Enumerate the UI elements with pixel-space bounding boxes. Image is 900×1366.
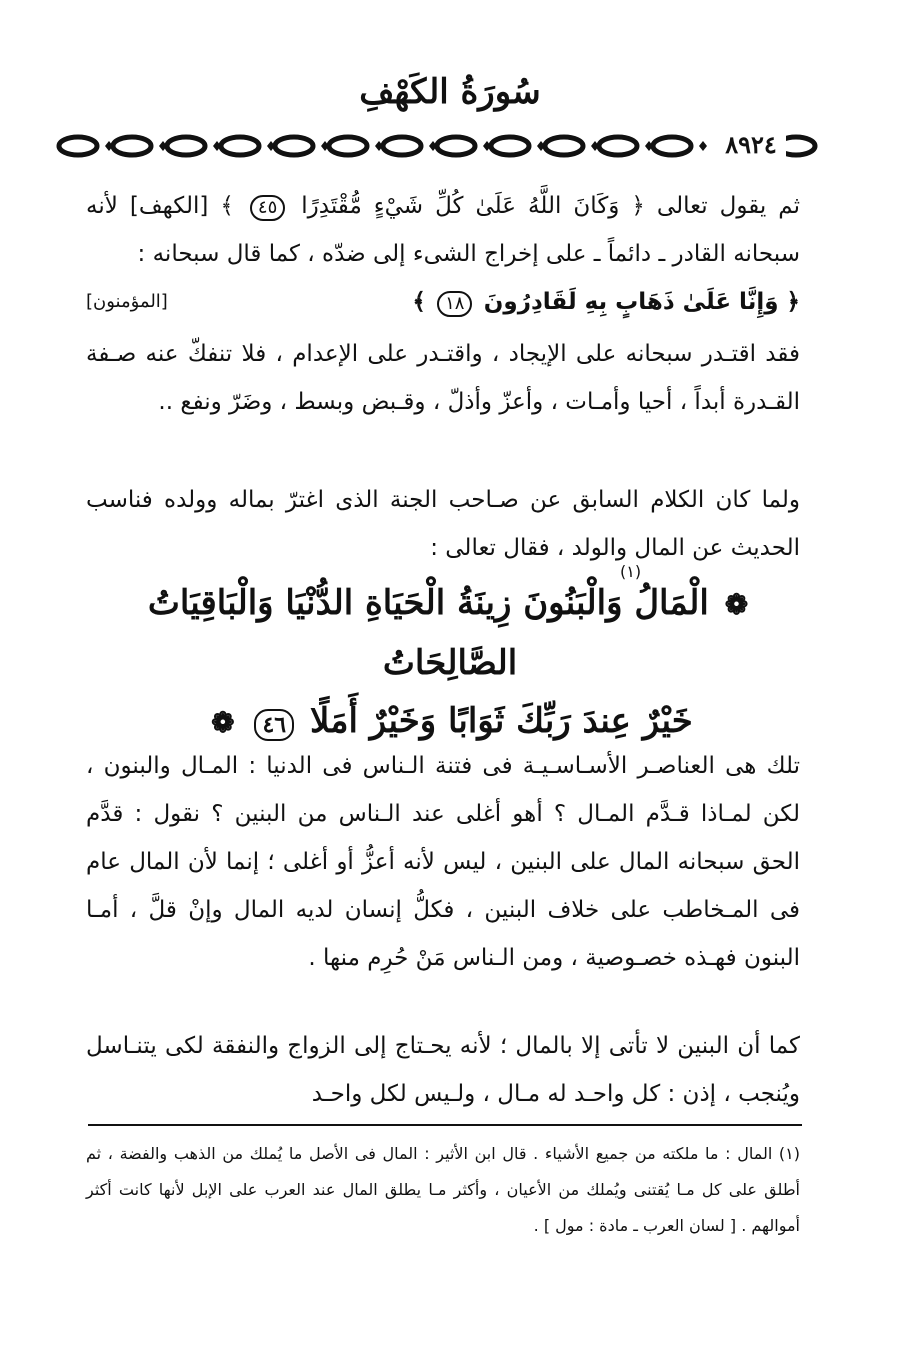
quran-verse-block <box>110 574 790 752</box>
paragraph-1-text: ثم يقول تعالى ﴿ وَكَانَ اللَّهُ عَلَىٰ كُلِّ شَيْءٍ مُّقْتَدِرًا <box>301 193 801 219</box>
surah-reference: [المؤمنون] <box>86 291 168 312</box>
footnote: (١) المال : ما ملكته من جميع الأشياء . قال ابن الأثير : المال فى الأصل ما يُملك من الذهب والفضة ، ثم أطلق على كل مـا يُقتنى ويُملك من الأعيان ، وأكثر مـا يطلق المال عند العرب على الإبل لأنها كانت أكثر أموالهم . [ لسان العرب ـ مادة : مول ] . <box>86 1144 800 1235</box>
footnote-marker: (١) <box>620 562 642 581</box>
footnote-divider <box>88 1124 802 1126</box>
paragraph-3: ولما كان الكلام السابق عن صـاحب الجنة الذى اغترّ بماله وولده فناسب الحديث عن المال والولد ، فقال تعالى : <box>86 487 800 561</box>
verse-ornament-icon: ❁ <box>211 706 235 739</box>
inline-verse: ﴿ وَإِنَّا عَلَىٰ ذَهَابٍ بِهِ لَقَادِرُونَ <box>483 289 800 315</box>
quran-verse-line-1-text: الْمَالُ وَالْبَنُونَ زِينَةُ الْحَيَاةِ الدُّنْيَا وَالْبَاقِيَاتُ الصَّالِحَاتُ <box>147 583 709 683</box>
quran-verse-line-1 <box>110 574 790 692</box>
ayah-number: ١٨ <box>437 291 472 317</box>
ornamental-border-chain <box>56 128 826 164</box>
surah-title: سُورَةُ الكَهْفِ <box>359 72 541 112</box>
quran-verse-line-2-text: خَيْرٌ عِندَ رَبِّكَ ثَوَابًا وَخَيْرٌ أَمَلًا <box>309 701 693 741</box>
paragraph-2: فقد اقتـدر سبحانه على الإيجاد ، واقتـدر على الإعدام ، فلا تنفكّ عنه صـفة القـدرة أبداً ، أحيا وأمـات ، وأعزّ وأذلّ ، وقـبض وبسط ، وضَرّ ونفع .. <box>86 341 800 415</box>
verse-ornament-icon: ❁ <box>724 588 749 621</box>
ayah-number: ٤٥ <box>250 195 285 221</box>
paragraph-4: تلك هى العناصـر الأسـاسـيـة فى فتنة الـناس فى الدنيا : المـال والبنون ، لكن لمـاذا قـدَّم المـال ؟ أهو أغلى عند الـناس من البنين ؟ نقول : قدَّم الحق سبحانه المال على البنين ، ليس لأنه أعزُّ أو أغلى ؛ إنما لأن المال عام فى المـخاطب على خلاف البنين ، فكلُّ إنسان لديه المال وإنْ قلَّ ، أمـا البنون فهـذه خصـوصية ، ومن الـناس مَنْ حُرِم منها . <box>86 753 800 971</box>
paragraph-1 <box>86 182 800 326</box>
paragraph-5: كما أن البنين لا تأتى إلا بالمال ؛ لأنه يحـتاج إلى الزواج والنفقة لكى يتنـاسل ويُنجب ، إذن : كل واحـد له مـال ، ولـيس لكل واحـد <box>86 1033 800 1107</box>
page-number: ٨٩٢٤ <box>716 130 786 159</box>
verse-close-bracket: ﴾ <box>412 289 426 315</box>
ayah-number: ٤٦ <box>254 709 294 741</box>
paragraph-1-text-continued: ﴾ [الكهف] لأنه سبحانه القادر ـ دائماً ـ على إخراج الشىء إلى ضدّه ، كما قال سبحانه : <box>86 193 800 267</box>
ornamental-border <box>56 128 826 164</box>
